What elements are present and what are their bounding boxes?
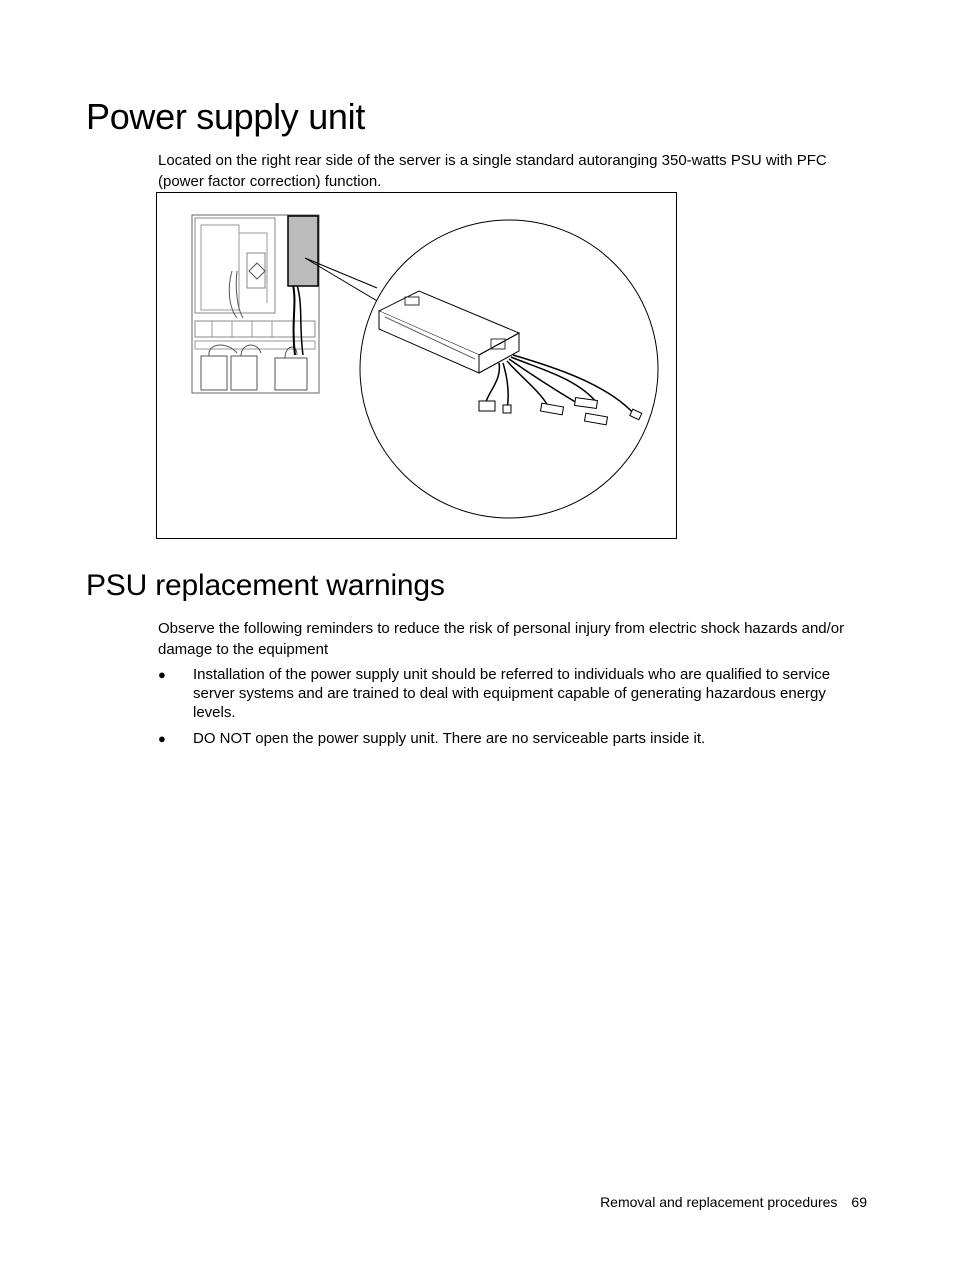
- bullet-icon: ●: [158, 731, 166, 746]
- page-footer: [600, 1194, 867, 1210]
- warnings-list: [158, 665, 870, 755]
- list-item-text: DO NOT open the power supply unit. There are no serviceable parts inside it.: [193, 730, 706, 747]
- intro-paragraph: Located on the right rear side of the server is a single standard autoranging 350-watts PSU with PFC (power factor correction) function.: [158, 152, 827, 190]
- bullet-icon: ●: [158, 667, 166, 682]
- psu-figure: [156, 192, 677, 539]
- page-title: Power supply unit: [86, 96, 366, 137]
- warnings-intro: Observe the following reminders to reduce the risk of personal injury from electric shock hazards and/or damage to the equipment: [158, 620, 845, 658]
- psu-location-illustration: [157, 193, 677, 539]
- list-item-text: Installation of the power supply unit should be referred to individuals who are qualified to service server systems and are trained to deal with equipment capable of generating hazardous energy levels.: [193, 666, 831, 721]
- warnings-title: PSU replacement warnings: [86, 569, 445, 602]
- page-number: 69: [851, 1194, 867, 1210]
- list-item: [158, 665, 870, 722]
- footer-section: Removal and replacement procedures: [600, 1194, 838, 1210]
- list-item: [158, 729, 870, 748]
